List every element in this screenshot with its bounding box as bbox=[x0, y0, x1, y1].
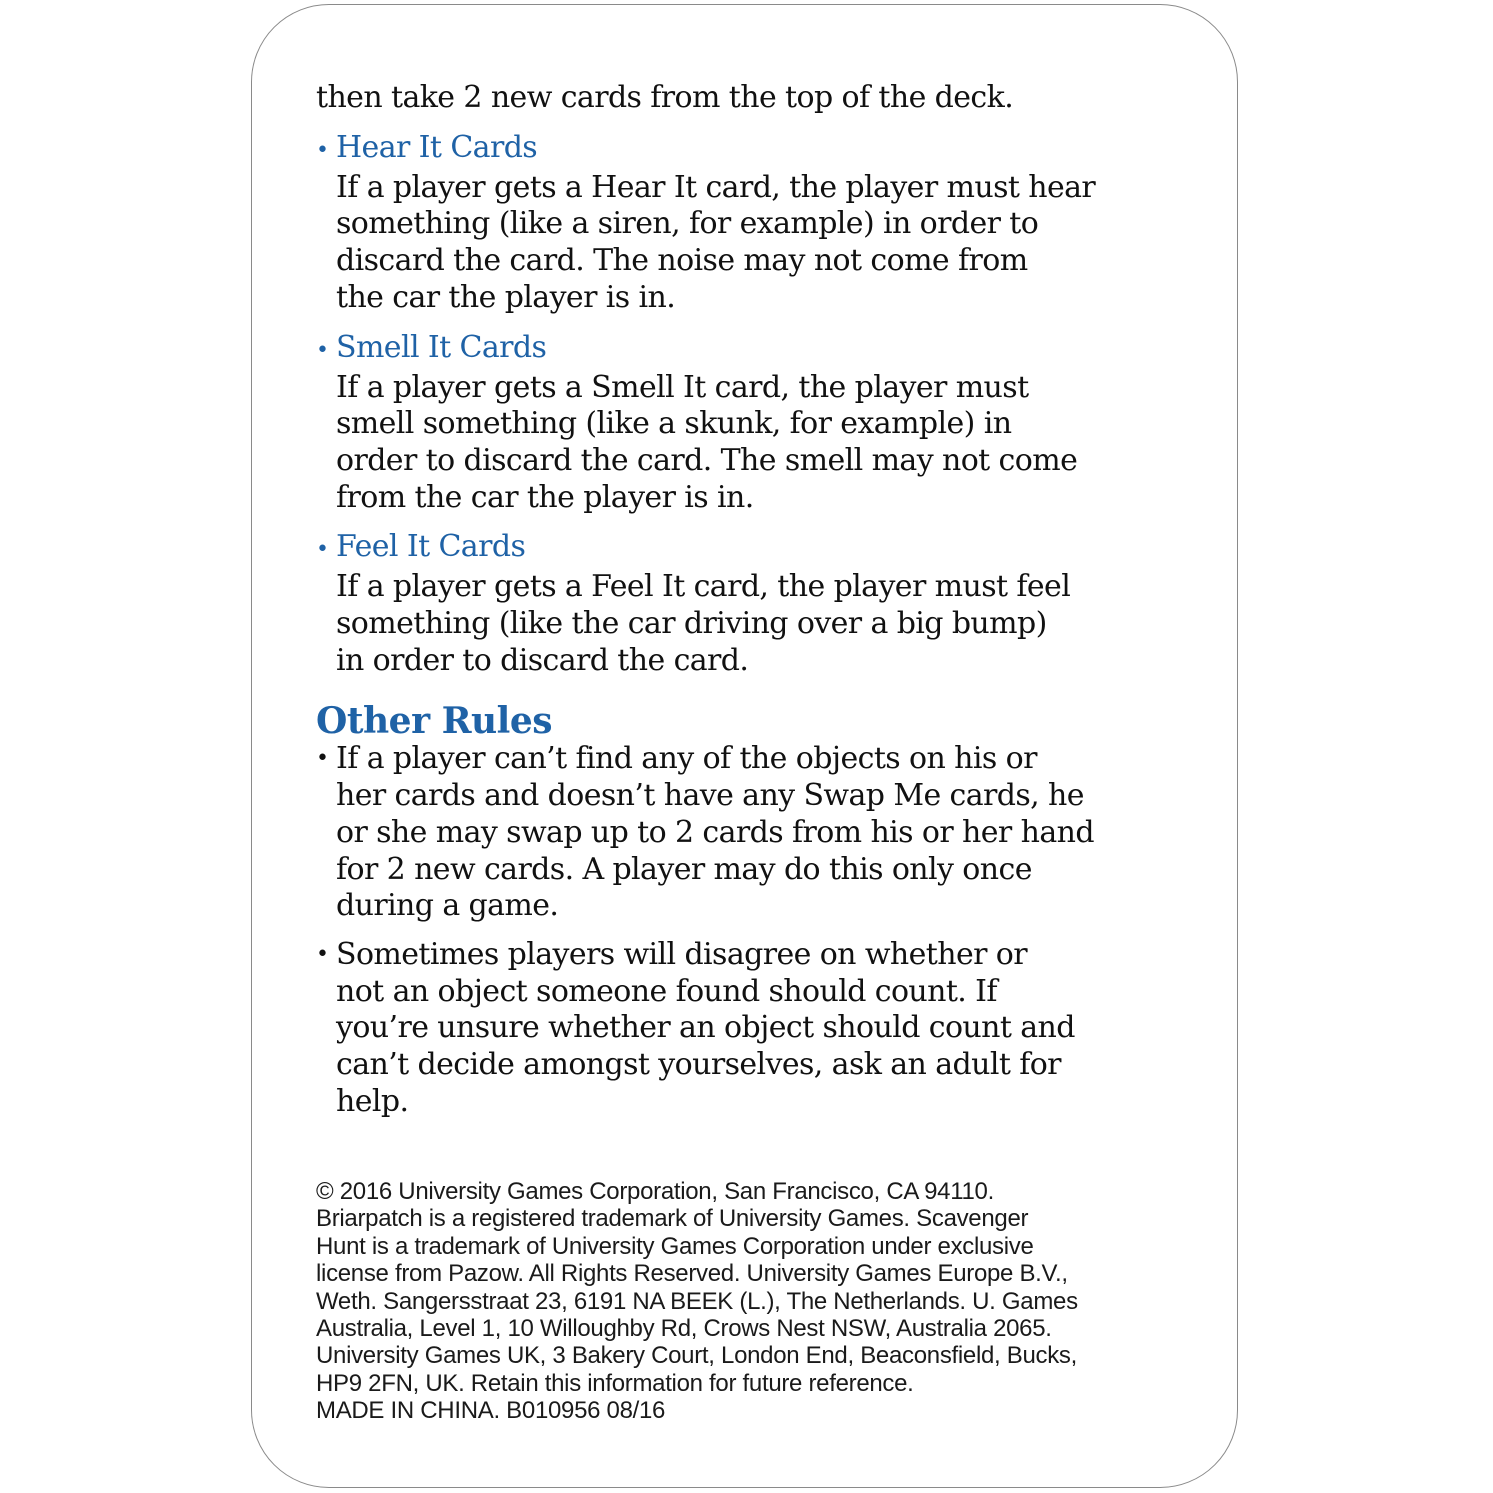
rule-line: Sometimes players will disagree on whether or bbox=[336, 936, 1028, 972]
bullet-icon: • bbox=[316, 537, 329, 563]
other-rule-item bbox=[316, 741, 1196, 925]
section-body-feel-it bbox=[316, 569, 1196, 679]
legal-line: © 2016 University Games Corporation, San Francisco, CA 94110. bbox=[316, 1178, 994, 1205]
rule-text bbox=[316, 741, 1196, 925]
rule-line: help. bbox=[336, 1083, 409, 1119]
rule-line: during a game. bbox=[336, 888, 559, 924]
section-line: something (like the car driving over a big bump) bbox=[336, 606, 1047, 642]
other-rules-heading: Other Rules bbox=[316, 700, 553, 743]
legal-line: University Games UK, 3 Bakery Court, London End, Beaconsfield, Bucks, bbox=[316, 1342, 1078, 1370]
rule-line: or she may swap up to 2 cards from his or her hand bbox=[336, 814, 1094, 850]
legal-line: Hunt is a trademark of University Games Corporation under exclusive bbox=[316, 1232, 1034, 1260]
section-body-hear-it bbox=[316, 170, 1196, 317]
rule-line: not an object someone found should count. If bbox=[336, 973, 997, 1009]
section-line: If a player gets a Hear It card, the player must hear bbox=[336, 169, 1096, 205]
other-rule-item bbox=[316, 937, 1196, 1121]
rule-line: for 2 new cards. A player may do this only once bbox=[336, 851, 1032, 887]
legal-notice bbox=[316, 1178, 1186, 1425]
section-line: discard the card. The noise may not come from bbox=[336, 243, 1028, 279]
section-line: the car the player is in. bbox=[336, 279, 676, 315]
rule-line: If a player can’t find any of the objects on his or bbox=[336, 741, 1037, 777]
bullet-icon: • bbox=[316, 746, 329, 772]
section-title-feel-it: • Feel It Cards bbox=[316, 528, 1196, 569]
section-hear-it bbox=[316, 129, 1196, 317]
rules-content bbox=[316, 80, 1196, 1120]
bullet-icon: • bbox=[316, 337, 329, 363]
legal-line: HP9 2FN, UK. Retain this information for future reference. bbox=[316, 1369, 914, 1397]
intro-line: then take 2 new cards from the top of the deck. bbox=[316, 80, 1014, 115]
legal-line: Australia, Level 1, 10 Willoughby Rd, Crows Nest NSW, Australia 2065. bbox=[316, 1315, 1052, 1343]
rule-line: her cards and doesn’t have any Swap Me cards, he bbox=[336, 778, 1084, 814]
section-line: something (like a siren, for example) in order to bbox=[336, 206, 1039, 242]
legal-line: license from Pazow. All Rights Reserved. University Games Europe B.V., bbox=[316, 1260, 1068, 1288]
section-line: If a player gets a Smell It card, the player must bbox=[336, 369, 1029, 405]
section-feel-it bbox=[316, 528, 1196, 679]
legal-line: MADE IN CHINA. B010956 08/16 bbox=[316, 1397, 666, 1425]
legal-line: Briarpatch is a registered trademark of University Games. Scavenger bbox=[316, 1205, 1029, 1233]
section-body-smell-it bbox=[316, 370, 1196, 517]
legal-line: Weth. Sangersstraat 23, 6191 NA BEEK (L.), The Netherlands. U. Games bbox=[316, 1287, 1078, 1315]
section-line: smell something (like a skunk, for example) in bbox=[336, 406, 1012, 442]
section-line: order to discard the card. The smell may not come bbox=[336, 442, 1078, 478]
section-line: If a player gets a Feel It card, the player must feel bbox=[336, 569, 1071, 605]
section-title-hear-it: • Hear It Cards bbox=[316, 129, 1196, 170]
rule-text bbox=[316, 937, 1196, 1121]
section-line: from the car the player is in. bbox=[336, 479, 754, 515]
section-line: in order to discard the card. bbox=[336, 642, 749, 678]
bullet-icon: • bbox=[316, 137, 329, 163]
bullet-icon: • bbox=[316, 941, 329, 967]
section-smell-it bbox=[316, 329, 1196, 517]
rule-line: you’re unsure whether an object should count and bbox=[336, 1010, 1075, 1046]
rule-line: can’t decide amongst yourselves, ask an adult for bbox=[336, 1047, 1061, 1083]
section-title-smell-it: • Smell It Cards bbox=[316, 329, 1196, 370]
